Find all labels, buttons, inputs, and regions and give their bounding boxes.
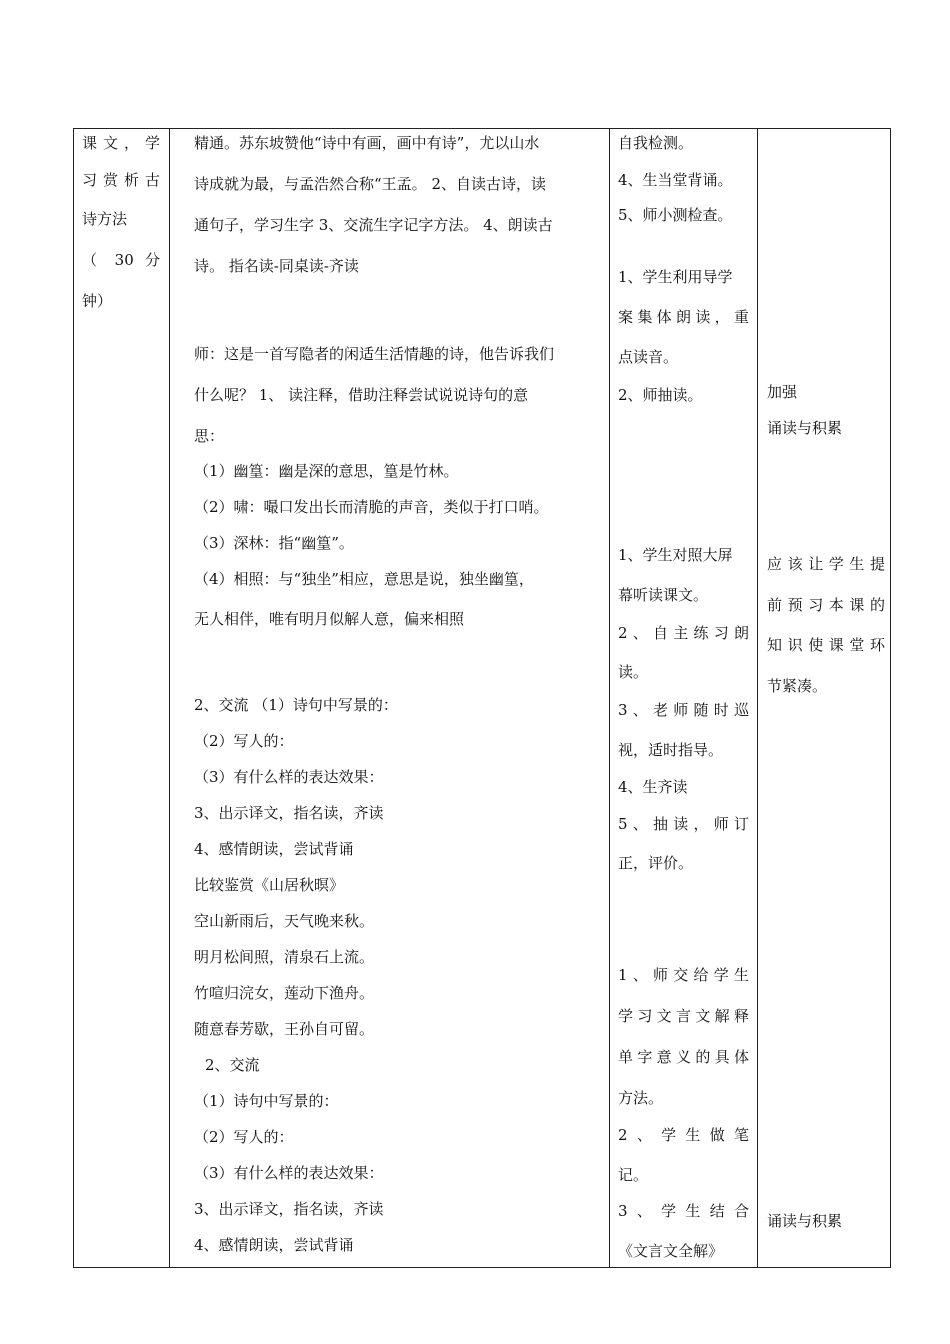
content-line: 什么呢？ 1、 读注释，借助注释尝试说说诗句的意 (194, 386, 529, 404)
column-divider (169, 129, 170, 1267)
activity-line: 1、师交给学生 (618, 966, 749, 984)
content-line: 比较鉴赏《山居秋暝》 (194, 876, 345, 894)
stage-line: 课文，学 (82, 134, 160, 152)
activity-line: 点读音。 (618, 348, 679, 366)
content-line: 3、出示译文，指名读，齐读 (194, 804, 384, 822)
notes-column (767, 129, 885, 1267)
activity-line: 3、老师随时巡 (618, 701, 749, 719)
activity-line: 自我检测。 (618, 134, 694, 152)
content-line: 4、感情朗读，尝试背诵 (194, 1236, 354, 1254)
activity-line: 5、抽读，师订 (618, 815, 749, 833)
content-line: 无人相伴，唯有明月似解人意，偏来相照 (194, 610, 465, 628)
activity-line: 单字意义的具体 (618, 1048, 749, 1066)
content-line: 竹喧归浣女，莲动下渔舟。 (194, 984, 375, 1002)
content-line: （2）写人的： (194, 732, 294, 750)
activity-line: 4、生齐读 (618, 778, 688, 796)
activity-line: 正，评价。 (618, 854, 694, 872)
activity-line: 读。 (618, 663, 649, 681)
note-line: 前预习本课的 (767, 596, 885, 614)
activity-line: 1、学生利用导学 (618, 268, 733, 286)
note-line: 节紧凑。 (767, 677, 828, 695)
activity-line: 5、师小测检查。 (618, 206, 733, 224)
activity-line: 1、学生对照大屏 (618, 546, 733, 564)
activity-line: 2、自主练习朗 (618, 624, 749, 642)
column-divider (757, 129, 758, 1267)
content-line: （1）幽篁：幽是深的意思，篁是竹林。 (194, 462, 459, 480)
note-line: 诵读与积累 (767, 1212, 843, 1230)
note-line: 知识使课堂环 (767, 636, 885, 654)
activity-line: 记。 (618, 1166, 649, 1184)
stage-line: 钟） (82, 292, 113, 310)
content-line: 2、交流 （1）诗句中写景的： (194, 696, 398, 714)
content-line: 诗成就为最，与孟浩然合称“王孟。 2、自读古诗，读 (194, 175, 546, 193)
stage-line: 诗方法 (82, 210, 128, 228)
activity-line: 2、学生做笔 (618, 1126, 749, 1144)
content-line: 2、交流 (205, 1056, 260, 1074)
content-line: （2）写人的： (194, 1128, 294, 1146)
activity-line: 方法。 (618, 1089, 664, 1107)
content-line: （4）相照：与“独坐”相应，意思是说，独坐幽篁， (194, 570, 534, 588)
lesson-plan-table (73, 128, 891, 1268)
activity-line: 4、生当堂背诵。 (618, 171, 733, 189)
content-line: 空山新雨后，天气晚来秋。 (194, 912, 375, 930)
activity-line: 《文言文全解》 (618, 1242, 724, 1260)
content-line: 师：这是一首写隐者的闲适生活情趣的诗，他告诉我们 (194, 345, 555, 363)
note-line: 应该让学生提 (767, 555, 885, 573)
content-line: （3）有什么样的表达效果： (194, 1164, 384, 1182)
content-line: （1）诗句中写景的： (194, 1092, 339, 1110)
student-activity-column (618, 129, 749, 1267)
stage-column (82, 129, 160, 1267)
note-line: 诵读与积累 (767, 419, 843, 437)
activity-line: 幕听读课文。 (618, 586, 709, 604)
column-divider (609, 129, 610, 1267)
activity-line: 3、学生结合 (618, 1202, 749, 1220)
content-line: 4、感情朗读，尝试背诵 (194, 840, 354, 858)
note-line: 加强 (767, 383, 798, 401)
stage-line: 习赏析古 (82, 171, 160, 189)
content-line: 思： (194, 427, 225, 445)
stage-line: （ 30 分 (82, 251, 160, 269)
teaching-content-column (194, 129, 604, 1267)
content-line: 诗。 指名读-同桌读-齐读 (194, 257, 359, 275)
content-line: 通句子，学习生字 3、交流生字记字方法。 4、朗读古 (194, 216, 553, 234)
activity-line: 视，适时指导。 (618, 741, 724, 759)
content-line: （2）啸：嘬口发出长而清脆的声音，类似于打口哨。 (194, 498, 549, 516)
activity-line: 案集体朗读，重 (618, 308, 749, 326)
activity-line: 学习文言文解释 (618, 1007, 749, 1025)
content-line: 3、出示译文，指名读，齐读 (194, 1200, 384, 1218)
content-line: （3）有什么样的表达效果： (194, 768, 384, 786)
content-line: （3）深林：指“幽篁”。 (194, 534, 354, 552)
activity-line: 2、师抽读。 (618, 386, 703, 404)
content-line: 随意春芳歇，王孙自可留。 (194, 1020, 375, 1038)
content-line: 精通。苏东坡赞他“诗中有画，画中有诗”，尤以山水 (194, 134, 540, 152)
content-line: 明月松间照，清泉石上流。 (194, 948, 375, 966)
